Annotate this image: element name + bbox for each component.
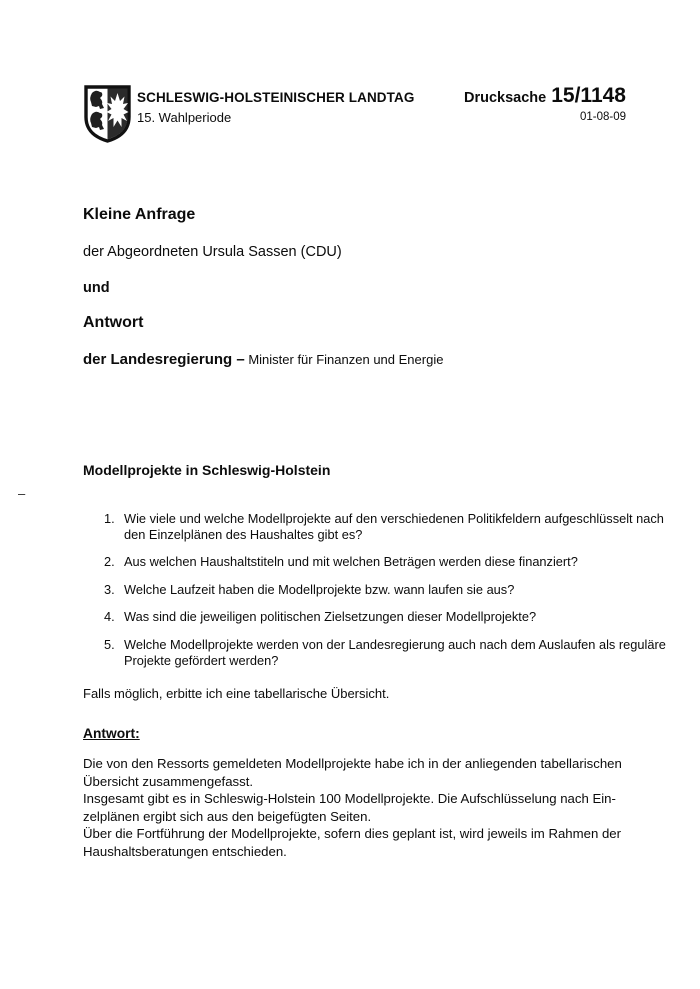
schleswig-holstein-coat-of-arms-icon bbox=[82, 84, 133, 143]
question-item-4 bbox=[104, 609, 666, 625]
title-und: und bbox=[83, 280, 110, 296]
subject-heading: Modellprojekte in Schleswig-Holstein bbox=[83, 462, 331, 478]
answer-line: Haushaltsberatungen entschieden. bbox=[83, 843, 287, 859]
drucksache-label: Drucksache bbox=[464, 90, 547, 106]
question-item-2 bbox=[104, 554, 666, 570]
document-header bbox=[137, 90, 414, 125]
question-text: Wie viele und welche Modellprojekte auf den verschiedenen Politikfeldern aufgeschlüsselt nach den Einzelplänen des Haushaltes gibt es? bbox=[124, 511, 664, 542]
government-bold-part: der Landesregierung – bbox=[83, 351, 245, 368]
drucksache-number: 15/1148 bbox=[551, 84, 626, 107]
answer-line: Die von den Ressorts gemeldeten Modellprojekte habe ich in der anliegenden tabellarischen bbox=[83, 756, 622, 771]
answer-body bbox=[83, 755, 622, 861]
answer-line: Übersicht zusammengefasst. bbox=[83, 773, 254, 789]
title-author-line: der Abgeordneten Ursula Sassen (CDU) bbox=[83, 244, 342, 260]
question-item-1 bbox=[104, 511, 666, 542]
question-number: 4. bbox=[104, 609, 115, 625]
fold-mark: – bbox=[18, 486, 26, 501]
government-ministry-part: Minister für Finanzen und Energie bbox=[244, 352, 444, 367]
question-number: 2. bbox=[104, 554, 115, 570]
title-government-line bbox=[83, 351, 443, 368]
answer-line: Über die Fortführung der Modellprojekte, sofern dies geplant ist, wird jeweils im Rahmen der bbox=[83, 826, 622, 842]
title-antwort: Antwort bbox=[83, 314, 144, 331]
question-item-3 bbox=[104, 582, 666, 598]
question-number: 1. bbox=[104, 511, 115, 526]
document-date: 01-08-09 bbox=[579, 111, 626, 123]
question-list bbox=[104, 511, 666, 680]
answer-line: zelplänen ergibt sich aus den beigefügten Seiten. bbox=[83, 808, 372, 824]
drucksache-block bbox=[464, 84, 626, 123]
question-text: Aus welchen Haushaltstiteln und mit welchen Beträgen werden diese finanziert? bbox=[124, 554, 578, 570]
question-text: Welche Modellprojekte werden von der Landesregierung auch nach dem Auslaufen als reguläre Projekte gefördert werden? bbox=[124, 636, 666, 668]
question-text: Was sind die jeweiligen politischen Zielsetzungen dieser Modellprojekte? bbox=[124, 609, 537, 625]
question-item-5 bbox=[104, 637, 666, 668]
question-number: 3. bbox=[104, 581, 115, 597]
request-note: Falls möglich, erbitte ich eine tabellarische Übersicht. bbox=[83, 686, 390, 701]
legislative-period: 15. Wahlperiode bbox=[137, 110, 232, 125]
question-text: Welche Laufzeit haben die Modellprojekte bzw. wann laufen sie aus? bbox=[124, 581, 515, 597]
parliament-name: SCHLESWIG-HOLSTEINISCHER LANDTAG bbox=[137, 90, 415, 105]
answer-heading: Antwort: bbox=[83, 726, 140, 741]
question-number: 5. bbox=[104, 636, 115, 652]
title-kleine-anfrage: Kleine Anfrage bbox=[83, 206, 196, 223]
answer-line: Insgesamt gibt es in Schleswig-Holstein 100 Modellprojekte. Die Aufschlüsselung nach Ein- bbox=[83, 791, 616, 807]
